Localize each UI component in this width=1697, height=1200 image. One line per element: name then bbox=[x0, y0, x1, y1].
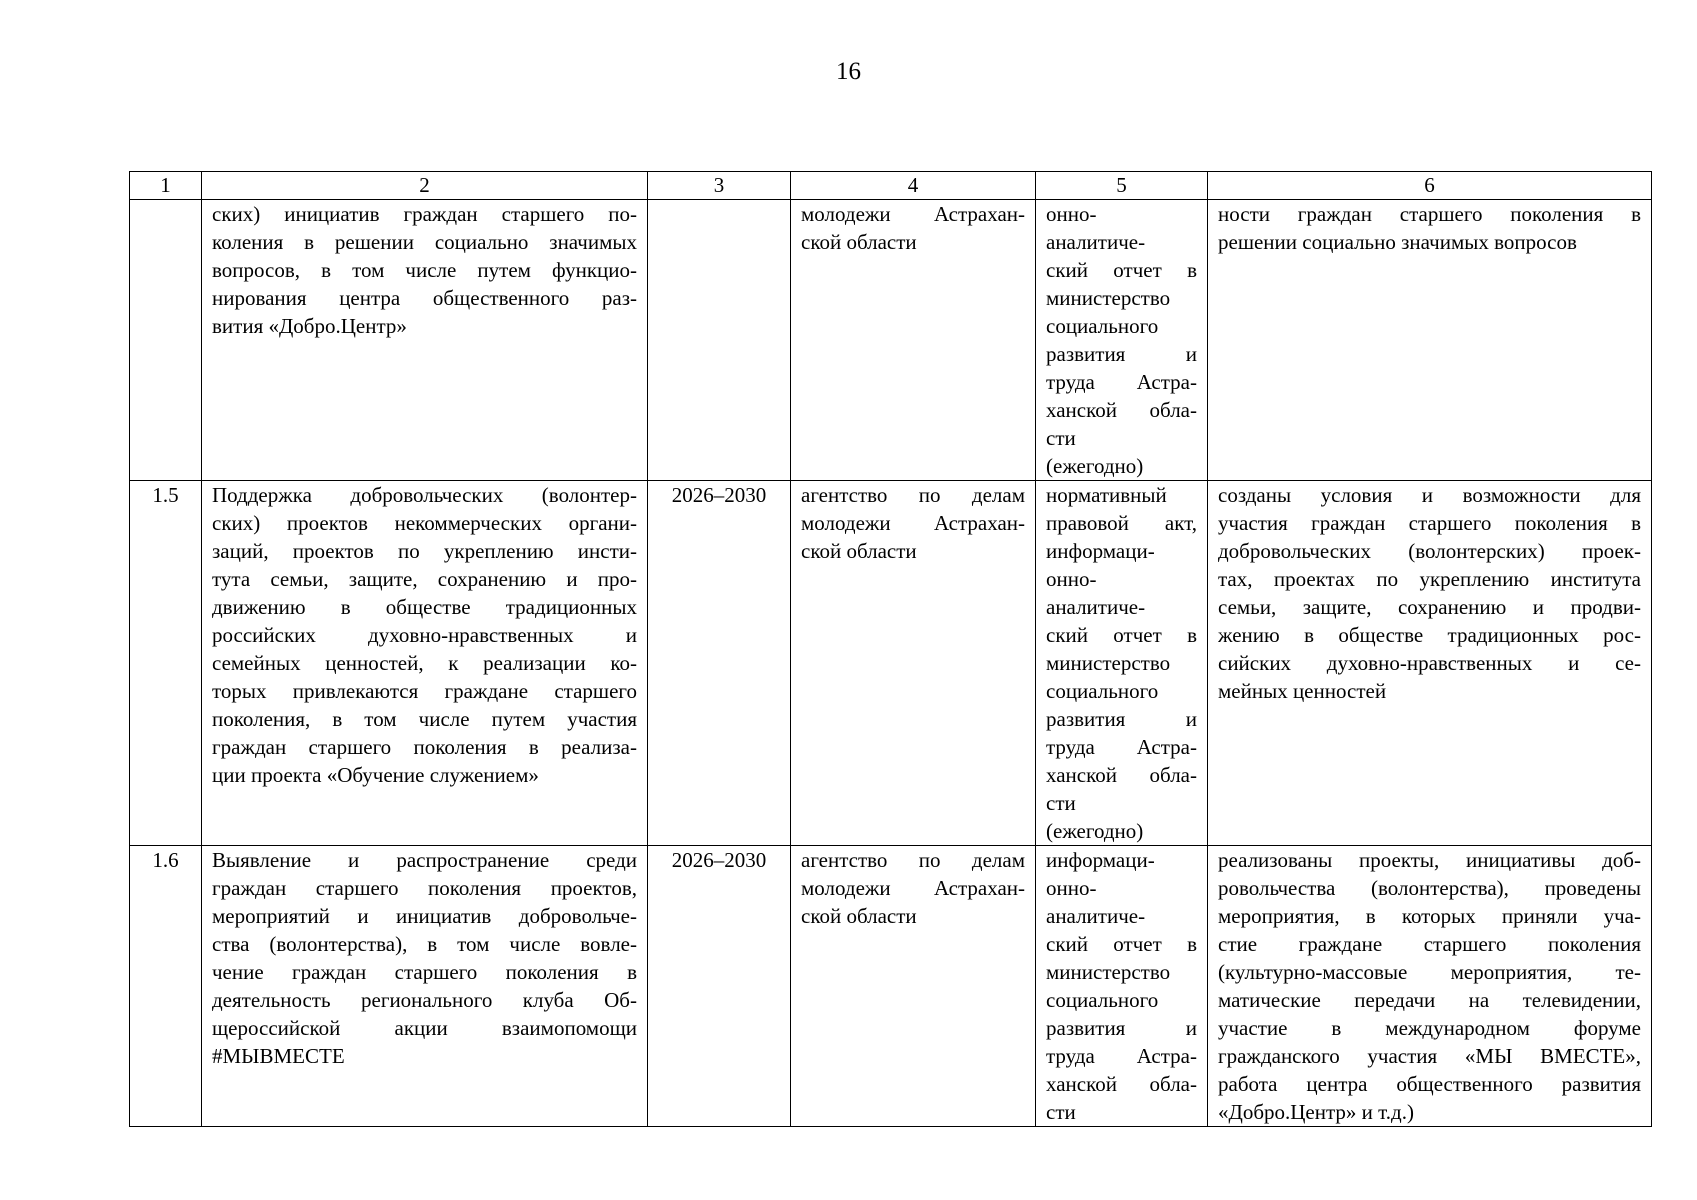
description-cell-line: деятельность регионального клуба Об- bbox=[212, 988, 637, 1012]
expected-result-cell-line: участия граждан старшего поколения в bbox=[1218, 511, 1641, 535]
description-cell-line: вития «Добро.Центр» bbox=[212, 314, 407, 338]
row-number-cell: 1.5 bbox=[130, 481, 202, 846]
report-form-cell-line: развития и bbox=[1046, 342, 1197, 366]
executor-cell-line: молодежи Астрахан- bbox=[801, 511, 1025, 535]
expected-result-cell-line: матические передачи на телевидении, bbox=[1218, 988, 1641, 1012]
expected-result-cell-line: тах, проектах по укреплению института bbox=[1218, 567, 1641, 591]
report-form-cell-line: труда Астра- bbox=[1046, 1044, 1197, 1068]
executor-cell-line: ской области bbox=[801, 230, 917, 254]
row-number-cell: 1.6 bbox=[130, 846, 202, 1127]
report-form-cell-line: ский отчет в bbox=[1046, 623, 1197, 647]
report-form-cell-line: развития и bbox=[1046, 1016, 1197, 1040]
description-cell-line: вопросов, в том числе путем функцио- bbox=[212, 258, 637, 282]
report-form-cell-line: онно- bbox=[1046, 567, 1097, 591]
column-number-header: 2 bbox=[202, 172, 648, 200]
expected-result-cell-line: сийских духовно-нравственных и се- bbox=[1218, 651, 1641, 675]
report-form-cell-line: аналитиче- bbox=[1046, 904, 1146, 928]
report-form-cell-line: аналитиче- bbox=[1046, 230, 1146, 254]
expected-result-cell-line: решении социально значимых вопросов bbox=[1218, 230, 1577, 254]
expected-result-cell-line: «Добро.Центр» и т.д.) bbox=[1218, 1100, 1414, 1124]
expected-result-cell-line: ровольчества (волонтерства), проведены bbox=[1218, 876, 1641, 900]
description-cell-line: чение граждан старшего поколения в bbox=[212, 960, 637, 984]
column-number-header: 1 bbox=[130, 172, 202, 200]
description-cell-line: Поддержка добровольческих (волонтер- bbox=[212, 483, 637, 507]
expected-result-cell-line: мероприятия, в которых приняли уча- bbox=[1218, 904, 1641, 928]
description-cell bbox=[202, 846, 648, 1127]
executor-cell-line: агентство по делам bbox=[801, 483, 1025, 507]
report-form-cell-line: труда Астра- bbox=[1046, 735, 1197, 759]
description-cell-line: поколения, в том числе путем участия bbox=[212, 707, 637, 731]
report-form-cell-line: сти bbox=[1046, 426, 1076, 450]
column-number-header: 4 bbox=[791, 172, 1036, 200]
expected-result-cell-line: работа центра общественного развития bbox=[1218, 1072, 1641, 1096]
period-cell: 2026–2030 bbox=[648, 846, 791, 1127]
report-form-cell-line: онно- bbox=[1046, 876, 1097, 900]
executor-cell-line: ской области bbox=[801, 539, 917, 563]
expected-result-cell-line: участие в международном форуме bbox=[1218, 1016, 1641, 1040]
table-row bbox=[130, 200, 1652, 481]
description-cell-line: граждан старшего поколения в реализа- bbox=[212, 735, 637, 759]
report-form-cell-line: информаци- bbox=[1046, 848, 1155, 872]
description-cell-line: тута семьи, защите, сохранению и про- bbox=[212, 567, 637, 591]
report-form-cell-line: социального bbox=[1046, 988, 1159, 1012]
description-cell-line: нирования центра общественного раз- bbox=[212, 286, 637, 310]
expected-result-cell-line: добровольческих (волонтерских) проек- bbox=[1218, 539, 1641, 563]
report-form-cell-line: ский отчет в bbox=[1046, 932, 1197, 956]
report-form-cell-line: аналитиче- bbox=[1046, 595, 1146, 619]
table-row bbox=[130, 846, 1652, 1127]
report-form-cell-line: (ежегодно) bbox=[1046, 819, 1144, 843]
description-cell bbox=[202, 200, 648, 481]
description-cell bbox=[202, 481, 648, 846]
executor-cell bbox=[791, 481, 1036, 846]
report-form-cell-line: ханской обла- bbox=[1046, 763, 1197, 787]
description-cell-line: щероссийской акции взаимопомощи bbox=[212, 1016, 637, 1040]
report-form-cell-line: социального bbox=[1046, 314, 1159, 338]
expected-result-cell-line: мейных ценностей bbox=[1218, 679, 1387, 703]
expected-result-cell-line: ности граждан старшего поколения в bbox=[1218, 202, 1641, 226]
table-row bbox=[130, 481, 1652, 846]
column-number-header: 3 bbox=[648, 172, 791, 200]
expected-result-cell-line: жению в обществе традиционных рос- bbox=[1218, 623, 1641, 647]
description-cell-line: ских) инициатив граждан старшего по- bbox=[212, 202, 637, 226]
report-form-cell-line: министерство bbox=[1046, 651, 1171, 675]
expected-result-cell bbox=[1208, 481, 1652, 846]
expected-result-cell-line: реализованы проекты, инициативы доб- bbox=[1218, 848, 1641, 872]
description-cell-line: семейных ценностей, к реализации ко- bbox=[212, 651, 637, 675]
report-form-cell-line: информаци- bbox=[1046, 539, 1155, 563]
executor-cell-line: агентство по делам bbox=[801, 848, 1025, 872]
description-cell-line: ции проекта «Обучение служением» bbox=[212, 763, 539, 787]
expected-result-cell-line: созданы условия и возможности для bbox=[1218, 483, 1641, 507]
table-header-row bbox=[130, 172, 1652, 200]
page-number: 16 bbox=[836, 58, 861, 85]
expected-result-cell-line: стие граждане старшего поколения bbox=[1218, 932, 1641, 956]
description-cell-line: торых привлекаются граждане старшего bbox=[212, 679, 637, 703]
executor-cell bbox=[791, 200, 1036, 481]
report-form-cell-line: ский отчет в bbox=[1046, 258, 1197, 282]
report-form-cell-line: ханской обла- bbox=[1046, 398, 1197, 422]
executor-cell-line: молодежи Астрахан- bbox=[801, 202, 1025, 226]
description-cell-line: ских) проектов некоммерческих органи- bbox=[212, 511, 637, 535]
description-cell-line: заций, проектов по укреплению инсти- bbox=[212, 539, 637, 563]
report-form-cell-line: развития и bbox=[1046, 707, 1197, 731]
description-cell-line: движению в обществе традиционных bbox=[212, 595, 637, 619]
report-form-cell-line: труда Астра- bbox=[1046, 370, 1197, 394]
period-cell bbox=[648, 200, 791, 481]
executor-cell-line: ской области bbox=[801, 904, 917, 928]
description-cell-line: Выявление и распространение среди bbox=[212, 848, 637, 872]
expected-result-cell-line: гражданского участия «МЫ ВМЕСТЕ», bbox=[1218, 1044, 1641, 1068]
report-form-cell bbox=[1036, 200, 1208, 481]
description-cell-line: мероприятий и инициатив добровольче- bbox=[212, 904, 637, 928]
report-form-cell-line: министерство bbox=[1046, 960, 1171, 984]
description-cell-line: граждан старшего поколения проектов, bbox=[212, 876, 637, 900]
executor-cell bbox=[791, 846, 1036, 1127]
measures-table bbox=[129, 171, 1652, 1127]
executor-cell-line: молодежи Астрахан- bbox=[801, 876, 1025, 900]
report-form-cell-line: онно- bbox=[1046, 202, 1097, 226]
column-number-header: 6 bbox=[1208, 172, 1652, 200]
description-cell-line: ства (волонтерства), в том числе вовле- bbox=[212, 932, 637, 956]
report-form-cell bbox=[1036, 481, 1208, 846]
expected-result-cell-line: семьи, защите, сохранению и продви- bbox=[1218, 595, 1641, 619]
report-form-cell-line: правовой акт, bbox=[1046, 511, 1197, 535]
report-form-cell-line: ханской обла- bbox=[1046, 1072, 1197, 1096]
description-cell-line: #МЫВМЕСТЕ bbox=[212, 1044, 345, 1068]
description-cell-line: российских духовно-нравственных и bbox=[212, 623, 637, 647]
expected-result-cell bbox=[1208, 200, 1652, 481]
report-form-cell-line: сти bbox=[1046, 791, 1076, 815]
report-form-cell-line: министерство bbox=[1046, 286, 1171, 310]
expected-result-cell-line: (культурно-массовые мероприятия, те- bbox=[1218, 960, 1641, 984]
column-number-header: 5 bbox=[1036, 172, 1208, 200]
report-form-cell bbox=[1036, 846, 1208, 1127]
description-cell-line: коления в решении социально значимых bbox=[212, 230, 637, 254]
row-number-cell bbox=[130, 200, 202, 481]
report-form-cell-line: нормативный bbox=[1046, 483, 1167, 507]
expected-result-cell bbox=[1208, 846, 1652, 1127]
report-form-cell-line: (ежегодно) bbox=[1046, 454, 1144, 478]
report-form-cell-line: социального bbox=[1046, 679, 1159, 703]
report-form-cell-line: сти bbox=[1046, 1100, 1076, 1124]
period-cell: 2026–2030 bbox=[648, 481, 791, 846]
